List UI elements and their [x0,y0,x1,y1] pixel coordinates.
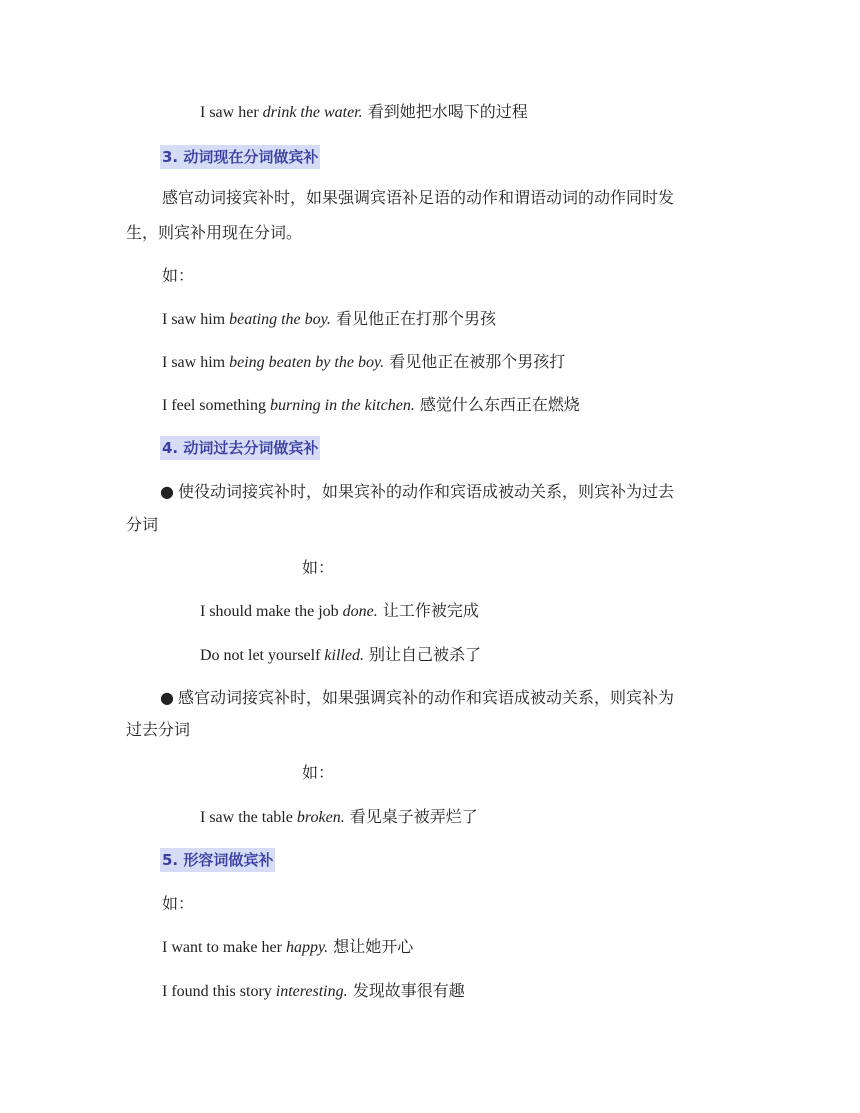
paragraph-line: 感官动词接宾补时，如果强调宾语补足语的动作和谓语动词的动作同时发 [162,188,675,207]
paragraph-line: 生，则宾补用现在分词。 [126,223,303,242]
example-label: 如： [302,763,335,782]
example-happy: I want to make her happy. 想让她开心 [162,937,414,956]
section-heading-5: 5. 形容词做宾补 [160,848,275,872]
example-label: 如： [162,266,195,285]
example-being-beaten: I saw him being beaten by the boy. 看见他正在被那个男孩打 [162,352,566,371]
example-drink-water: I saw her drink the water. 看到她把水喝下的过程 [200,102,528,121]
paragraph-line: 过去分词 [126,720,191,739]
example-job-done: I should make the job done. 让工作被完成 [200,601,479,620]
example-killed: Do not let yourself killed. 别让自己被杀了 [200,645,482,664]
bullet-item: ● 感官动词接宾补时，如果强调宾补的动作和宾语成被动关系，则宾补为 [160,688,674,707]
section-heading-3: 3. 动词现在分词做宾补 [160,145,320,169]
example-label: 如： [302,558,335,577]
paragraph-line: 分词 [126,515,159,534]
example-interesting: I found this story interesting. 发现故事很有趣 [162,981,465,1000]
example-table-broken: I saw the table broken. 看见桌子被弄烂了 [200,807,478,826]
section-heading-4: 4. 动词过去分词做宾补 [160,436,320,460]
bullet-icon: ● [160,482,174,501]
example-burning: I feel something burning in the kitchen. 感觉什么东西正在燃烧 [162,395,580,414]
example-beating: I saw him beating the boy. 看见他正在打那个男孩 [162,309,496,328]
bullet-item: ● 使役动词接宾补时，如果宾补的动作和宾语成被动关系，则宾补为过去 [160,482,674,501]
bullet-icon: ● [160,688,174,707]
example-label: 如： [162,894,195,913]
